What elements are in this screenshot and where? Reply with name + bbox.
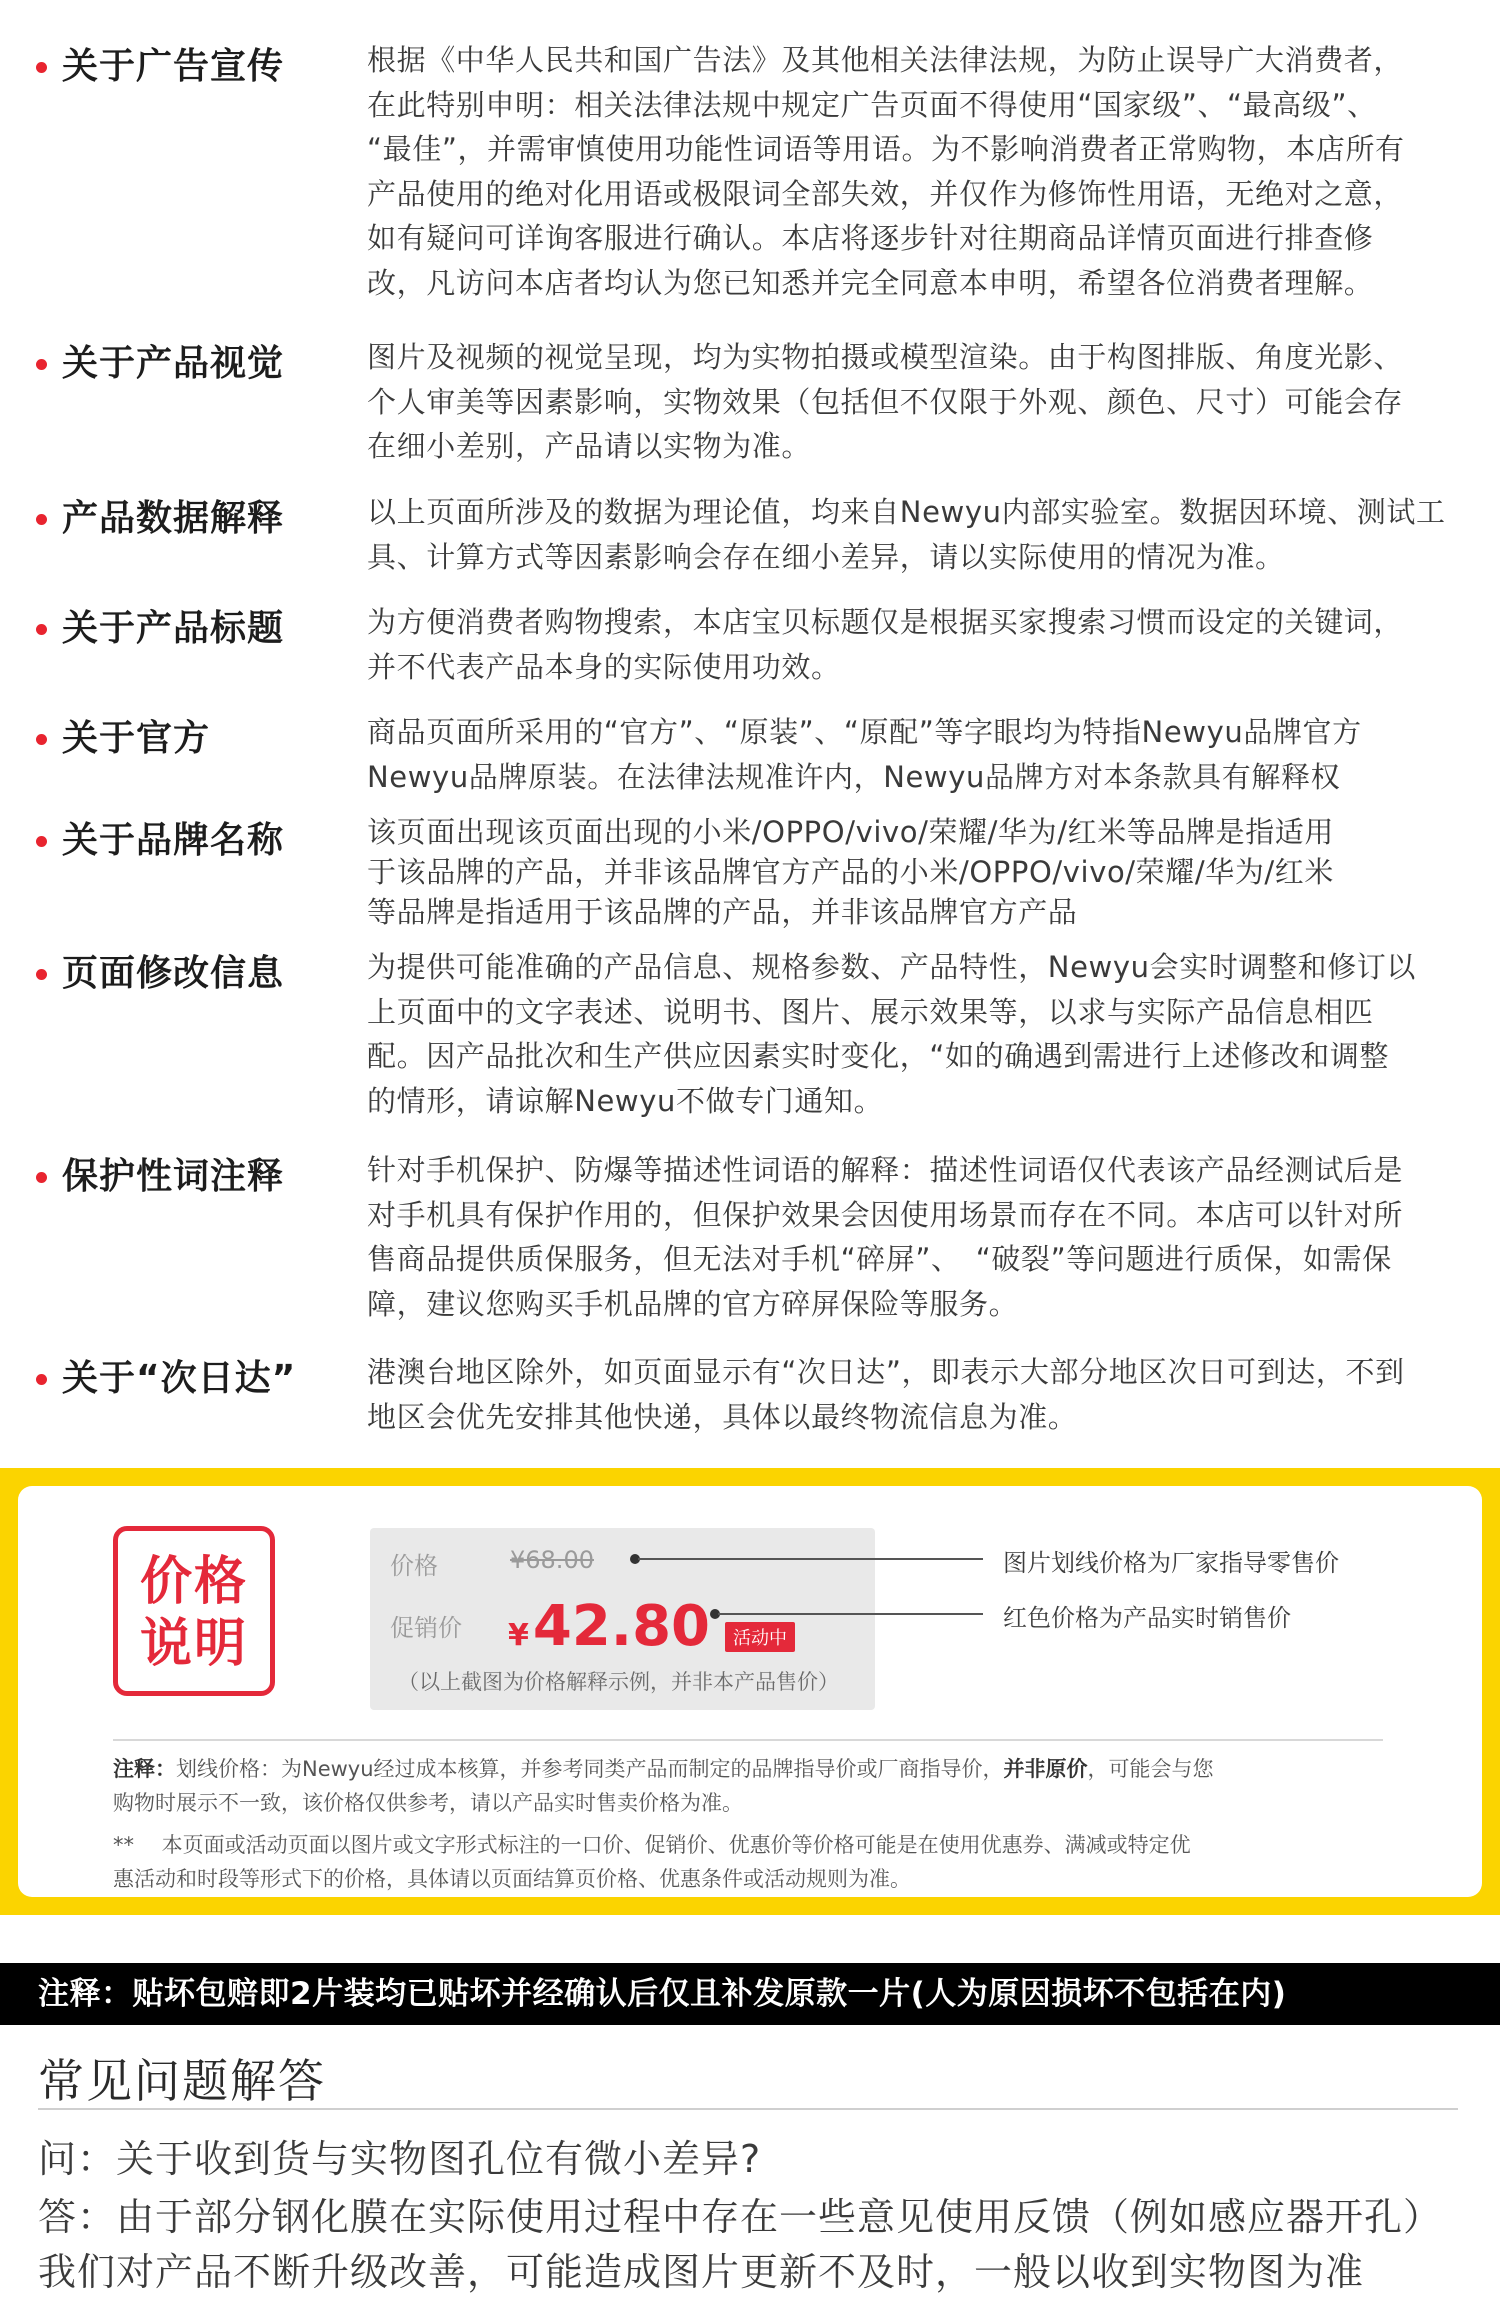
disclaimer-body: 图片及视频的视觉呈现，均为实物拍摄或模型渲染。由于构图排版、角度光影、 个人审美等因素影响，实物效果（包括但不仅限于外观、颜色、尺寸）可能会存 在细小差别，产品请以实物为准。 bbox=[367, 340, 1404, 463]
disclaimer-body: 以上页面所涉及的数据为理论值，均来自Newyu内部实验室。数据因环境、测试工 具、计算方式等因素影响会存在细小差异，请以实际使用的情况为准。 bbox=[367, 495, 1446, 574]
bullet-dot bbox=[36, 734, 47, 745]
bullet-dot bbox=[36, 1374, 47, 1385]
disclaimer-body: 港澳台地区除外，如页面显示有“次日达”，即表示大部分地区次日可到达，不到 地区会优先安排其他快递，具体以最终物流信息为准。 bbox=[367, 1355, 1405, 1434]
disclaimer-title: 保护性词注释 bbox=[62, 1156, 285, 1197]
bullet-dot bbox=[36, 969, 47, 980]
price-sample-screenshot bbox=[370, 1528, 875, 1710]
bullet-dot bbox=[36, 624, 47, 635]
disclaimer-body: 该页面出现该页面出现的小米/OPPO/vivo/荣耀/华为/红米等品牌是指适用 于该品牌的产品，并非该品牌官方产品的小米/OPPO/vivo/荣耀/华为/红米 等品牌是指适用于该品牌的产品，并非该品牌官方产品 bbox=[367, 815, 1335, 929]
disclaimer-title: 关于“次日达” bbox=[62, 1358, 297, 1399]
pointer-line-orig bbox=[638, 1558, 983, 1560]
disclaimer-title: 页面修改信息 bbox=[62, 953, 285, 994]
sale-price-value: ¥42.80 bbox=[508, 1594, 711, 1659]
bullet-dot bbox=[36, 836, 47, 847]
promo-tag: 活动中 bbox=[725, 1622, 795, 1652]
pointer-line-sale bbox=[718, 1613, 983, 1615]
bullet-dot bbox=[36, 62, 47, 73]
sale-price-label: 促销价 bbox=[390, 1614, 462, 1642]
bullet-dot bbox=[36, 359, 47, 370]
faq-title: 常见问题解答 bbox=[38, 2054, 326, 2108]
price-explanation-badge: 价格 说明 bbox=[113, 1526, 275, 1696]
disclaimer-body: 为方便消费者购物搜索，本店宝贝标题仅是根据买家搜索习惯而设定的关键词， 并不代表产品本身的实际使用功效。 bbox=[367, 605, 1404, 684]
pointer-text-orig: 图片划线价格为厂家指导零售价 bbox=[1003, 1549, 1339, 1577]
disclaimer-body: 为提供可能准确的产品信息、规格参数、产品特性，Newyu会实时调整和修订以 上页面中的文字表述、说明书、图片、展示效果等，以求与实际产品信息相匹 配。因产品批次和生产供应因素实时变化，“如的确遇到需进行上述修改和调整 的情形，请谅解Newyu不做专门通知。 bbox=[367, 950, 1416, 1118]
disclaimer-title: 关于品牌名称 bbox=[62, 820, 285, 861]
faq-answer-line-2: 我们对产品不断升级改善，可能造成图片更新不及时，一般以收到实物图为准 bbox=[38, 2250, 1365, 2294]
price-note-promotion: ** 本页面或活动页面以图片或文字形式标注的一口价、促销价、优惠价等价格可能是在使用优惠券、满减或特定优 惠活动和时段等形式下的价格，具体请以页面结算页价格、优惠条件或活动规则为准。 bbox=[113, 1833, 1191, 1891]
bullet-dot bbox=[36, 514, 47, 525]
price-divider bbox=[113, 1739, 1383, 1741]
disclaimer-body: 商品页面所采用的“官方”、“原装”、“原配”等字眼均为特指Newyu品牌官方 Newyu品牌原装。在法律法规准许内，Newyu品牌方对本条款具有解释权 bbox=[367, 715, 1362, 794]
orig-price-value: ¥68.00 bbox=[510, 1546, 594, 1574]
disclaimer-body: 针对手机保护、防爆等描述性词语的解释：描述性词语仅代表该产品经测试后是 对手机具有保护作用的，但保护效果会因使用场景而存在不同。本店可以针对所 售商品提供质保服务，但无法对手机“碎屏”、 “破裂”等问题进行质保，如需保 障，建议您购买手机品牌的官方碎屏保险等服务。 bbox=[367, 1153, 1404, 1321]
damage-notice-bar: 注释：贴坏包赔即2片装均已贴坏并经确认后仅且补发原款一片(人为原因损坏不包括在内) bbox=[0, 1963, 1500, 2025]
disclaimer-body: 根据《中华人民共和国广告法》及其他相关法律法规，为防止误导广大消费者， 在此特别申明：相关法律法规中规定广告页面不得使用“国家级”、“最高级”、 “最佳”，并需审慎使用功能性词语等用语。为不影响消费者正常购物，本店所有 产品使用的绝对化用语或极限词全部失效，并仅作为修饰性用语，无绝对之意， 如有疑问可详询客服进行确认。本店将逐步针对往期商品详情页面进行排查修 改，凡访问本店者均认为您已知悉并完全同意本申明，希望各位消费者理解。 bbox=[367, 43, 1405, 300]
disclaimer-title: 关于产品视觉 bbox=[62, 343, 285, 384]
bullet-dot bbox=[36, 1172, 47, 1183]
faq-divider bbox=[38, 2108, 1458, 2110]
faq-answer-line-1: 答：由于部分钢化膜在实际使用过程中存在一些意见使用反馈（例如感应器开孔） bbox=[38, 2195, 1443, 2239]
disclaimer-title: 关于官方 bbox=[62, 718, 211, 759]
pointer-text-sale: 红色价格为产品实时销售价 bbox=[1003, 1604, 1291, 1632]
orig-price-label: 价格 bbox=[390, 1552, 438, 1580]
faq-question: 问：关于收到货与实物图孔位有微小差异? bbox=[38, 2137, 762, 2181]
disclaimer-title: 关于广告宣传 bbox=[62, 46, 285, 87]
disclaimer-title: 关于产品标题 bbox=[62, 608, 285, 649]
sample-caption: （以上截图为价格解释示例，并非本产品售价） bbox=[398, 1670, 839, 1694]
disclaimer-title: 产品数据解释 bbox=[62, 498, 285, 539]
price-explanation-card bbox=[18, 1486, 1482, 1897]
price-note-strikethrough: 注释：划线价格：为Newyu经过成本核算，并参考同类产品而制定的品牌指导价或厂商指导价，并非原价，可能会与您 购物时展示不一致，该价格仅供参考，请以产品实时售卖价格为准。 bbox=[113, 1757, 1214, 1815]
price-explanation-panel bbox=[0, 1468, 1500, 1915]
